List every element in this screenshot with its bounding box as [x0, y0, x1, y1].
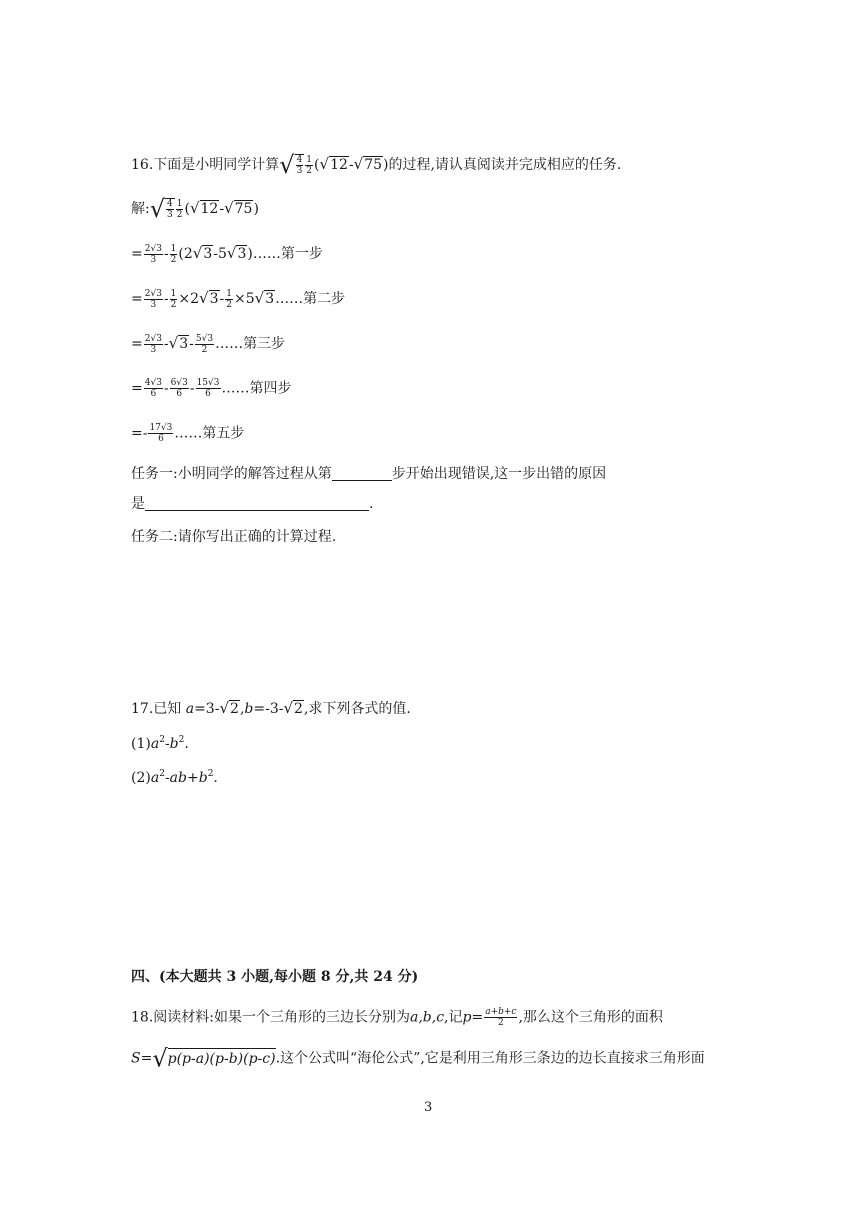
q16-task-1-reason: [131, 494, 373, 514]
task1-reason-period: .: [369, 496, 374, 512]
q16-intro-tail: 的过程,请认真阅读并完成相应的任务.: [388, 157, 622, 173]
q16-expression: √ $\frac{4}{3}$: [279, 151, 303, 179]
q18-intro: 18.阅读材料:如果一个三角形的三边长分别为a,b,c,记p= $\frac{a+b+c}{2}$ ,那么这个三角形的面积: [131, 1007, 663, 1028]
q16-intro-text: 下面是小明同学计算: [153, 157, 280, 173]
step-2-label: ……第二步: [275, 291, 346, 307]
q17-intro-text: 已知: [153, 701, 182, 717]
task1-reason-prefix: 是: [131, 496, 145, 512]
section-heading: [131, 967, 418, 987]
q18-text: 阅读材料:如果一个三角形的三边长分别为: [153, 1009, 410, 1026]
step-3-label: ……第三步: [215, 336, 286, 352]
step-5-label: ……第五步: [174, 425, 245, 442]
q16-solution-start: 解:√ $\frac{4}{3}$ $\frac{1}{2}$ (√12-√75): [131, 195, 259, 223]
q16-intro: 16.下面是小明同学计算√ $\frac{4}{3}$ $\frac{1}{2}$ (√12-√75)的过程,请认真阅读并完成相应的任务.: [131, 151, 622, 179]
q17-number: 17.: [131, 701, 154, 717]
task1-text-tail: 步开始出现错误,这一步出错的原因: [391, 466, 607, 482]
q16-step-3: = $\frac{2√3}{3}$ -√3- $\frac{5√3}{2}$ ……第三步: [131, 333, 286, 355]
b-value: =-3-: [253, 701, 284, 717]
step-4-label: ……第四步: [221, 380, 292, 397]
q17-intro: 17.已知 a=3-√2,b=-3-√2,求下列各式的值.: [131, 699, 411, 717]
q16-step-1: = $\frac{2√3}{3}$ - $\frac{1}{2}$ (2√3-5√3)……第一步: [131, 243, 323, 265]
q17-part-1: $(1)a^2-b^2$.: [131, 735, 189, 752]
q18-text-c: ,那么这个三角形的面积: [518, 1009, 663, 1026]
heron-formula: √p(p-a)(p-b)(p-c): [152, 1044, 276, 1073]
q16-number: 16.: [131, 157, 154, 173]
q17-part-2: $(2)a^2-ab+b^2$.: [131, 769, 218, 786]
page-number: 3: [424, 1100, 433, 1115]
var-a: a: [185, 701, 195, 717]
part-2-label: (2): [131, 770, 151, 786]
step-1-label: ……第一步: [252, 246, 323, 262]
var-b: b: [244, 701, 254, 717]
q16-task-2: [131, 527, 336, 547]
q18-formula-tail: .这个公式叫“海伦公式”,它是利用三角形三条边的边长直接求三角形面: [275, 1050, 705, 1067]
q16-step-4: = $\frac{4√3}{6}$ - $\frac{6√3}{6}$ - $\frac{15√3}{6}$ ……第四步: [131, 378, 292, 399]
q16-task-1: [131, 464, 606, 484]
step-answer-blank[interactable]: [332, 466, 392, 481]
part-1-label: (1): [131, 736, 151, 752]
q16-step-5: =- $\frac{17√3}{6}$ ……第五步: [131, 423, 245, 444]
a-value: =3-: [194, 701, 220, 717]
q18-number: 18.: [131, 1009, 154, 1026]
q18-text-b: ,记: [444, 1009, 463, 1026]
q18-formula-line: S=√p(p-a)(p-b)(p-c).这个公式叫“海伦公式”,它是利用三角形三条边的边长直接求三角形面: [131, 1044, 705, 1073]
q17-intro-tail: ,求下列各式的值.: [303, 701, 411, 717]
section-title: 四、(本大题共 3 小题,每小题 8 分,共 24 分): [131, 969, 419, 985]
q18-vars: a,b,c: [409, 1009, 445, 1026]
q16-jie: 解:: [131, 201, 150, 217]
q16-step-2: = $\frac{2√3}{3}$ - $\frac{1}{2}$ ×2√3- $\frac{1}{2}$ ×5√3……第二步: [131, 288, 346, 310]
task2-text: 任务二:请你写出正确的计算过程.: [131, 529, 337, 545]
reason-answer-blank[interactable]: [145, 496, 369, 511]
task1-text: 任务一:小明同学的解答过程从第: [131, 466, 332, 482]
